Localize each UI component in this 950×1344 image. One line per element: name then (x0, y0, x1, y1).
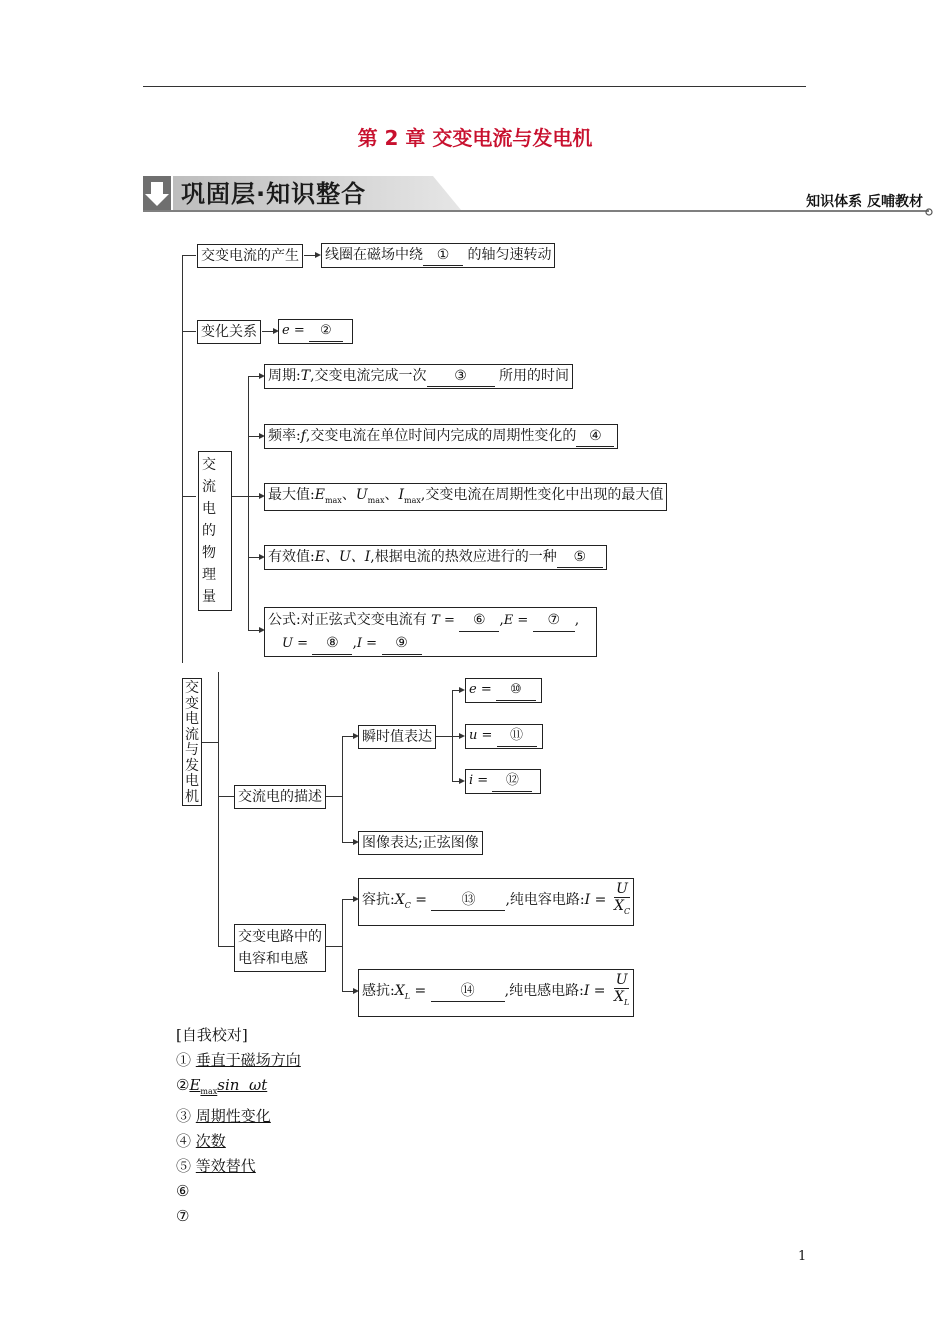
frac-den (614, 898, 630, 920)
node-instant-e (465, 678, 542, 703)
trunk-line (182, 255, 183, 663)
cap-fraction (614, 881, 630, 920)
period-label: 周期: (268, 368, 301, 384)
check-num: ⑥ (176, 1182, 190, 1200)
branch-line (326, 796, 342, 797)
check-num: ⑤ (176, 1157, 192, 1175)
node-capacitive: 容抗$:X_C$ = ⑬ ,纯电容电路:I = $\frac{U}{X_C}$ (358, 878, 634, 926)
ind-fraction (614, 972, 629, 1011)
node-instant-u (465, 724, 543, 749)
max-post: ,交变电流在周期性变化中出现的最大值 (420, 487, 664, 503)
max-sep: 、 (341, 487, 356, 503)
trunk-line (218, 672, 219, 946)
check-item-4 (176, 1129, 301, 1154)
cap-i: I = (584, 892, 607, 908)
freq-mid: ,交变电流在单位时间内完成的周期性变化的 (305, 428, 577, 444)
check-answer: 垂直于磁场方向 (195, 1051, 301, 1069)
formula-label: 公式:对正弦式交变电流有 (268, 612, 427, 628)
blank-10: ⑩ (496, 680, 536, 701)
check-item-5 (176, 1154, 301, 1179)
page-number: 1 (798, 1249, 807, 1264)
blank-14: ⑭ (431, 981, 505, 1002)
node-generation: 交变电流的产生 (197, 244, 303, 268)
period-post: 所用的时间 (498, 368, 569, 384)
check-num: ③ (176, 1107, 192, 1125)
check-num: ① (176, 1051, 192, 1069)
eff-vars: E、U、I (314, 549, 371, 565)
max-sub: max (367, 495, 385, 505)
node-instant: 瞬时值表达 (358, 725, 436, 749)
banner-heading: 巩固层·知识整合 (181, 180, 367, 208)
blank-7: ⑦ (533, 609, 575, 632)
node-effective (264, 545, 607, 570)
check-num: ⑦ (176, 1207, 190, 1225)
arrow-line (434, 736, 452, 737)
node-relation-expr (278, 319, 353, 344)
blank-11: ⑪ (497, 726, 537, 747)
blank-1: ① (423, 245, 463, 266)
node-root: 交变电流与发电机 (182, 678, 202, 806)
cap-post: ,纯电容电路: (505, 892, 585, 908)
max-e: E (314, 487, 325, 503)
check-item-1 (176, 1048, 301, 1073)
branch-line (218, 796, 234, 797)
check-answer: E (189, 1076, 201, 1094)
blank-6: ⑥ (459, 609, 499, 632)
node-generation-desc (321, 243, 555, 268)
inst-i: i = (469, 773, 489, 788)
check-answer-sub: max (200, 1087, 218, 1096)
banner-right: 知识体系 反哺教材 (806, 194, 923, 210)
blank-13: ⑬ (431, 890, 505, 911)
branch-line (326, 946, 342, 947)
blank-12: ⑫ (492, 771, 532, 792)
max-u: U (355, 487, 368, 503)
frac-num: U (615, 972, 628, 988)
eff-mid: ,根据电流的热效应进行的一种 (370, 549, 557, 565)
freq-var: f (300, 428, 306, 444)
check-item-7 (176, 1204, 301, 1229)
branch-line (201, 742, 218, 743)
check-item-6 (176, 1179, 301, 1204)
frac-den-var: X (614, 989, 624, 1005)
node-circuit: 交变电路中的电容和电感 (234, 924, 326, 972)
node-physical: 交流电的物理量 (198, 451, 232, 611)
node-inductive: 感抗$:X_L$ = ⑭ ,纯电感电路:I = $\frac{U}{X_L}$ (358, 969, 634, 1017)
formula-t: T = (431, 613, 455, 628)
blank-9: ⑨ (382, 632, 422, 655)
ind-post: ,纯电感电路: (504, 983, 584, 999)
bracket-line (342, 899, 343, 991)
node-relation: 变化关系 (197, 320, 261, 344)
check-item-2 (176, 1073, 301, 1104)
check-num: ④ (176, 1132, 192, 1150)
formula-u: U = (282, 636, 308, 651)
bracket-line (342, 736, 343, 842)
formula-line-1: 公式:对正弦式交变电流有 T = ⑥ ,E = ⑦ , (268, 609, 593, 632)
cap-label: 容抗: (362, 892, 395, 908)
period-mid: ,交变电流完成一次 (310, 368, 427, 384)
check-answer: 周期性变化 (195, 1107, 271, 1125)
node-frequency (264, 424, 618, 449)
bracket-line (248, 376, 249, 630)
frac-den-sub: C (623, 906, 631, 916)
frac-den-sub: L (623, 997, 630, 1007)
check-answer: 次数 (195, 1132, 226, 1150)
max-label: 最大值: (268, 487, 315, 503)
ind-label: 感抗: (362, 983, 395, 999)
ind-var: X (394, 983, 405, 999)
relation-expr: e = (282, 323, 305, 338)
node-description: 交流电的描述 (234, 785, 326, 809)
blank-2: ② (309, 321, 343, 342)
check-item-3 (176, 1104, 301, 1129)
inst-u: u = (469, 728, 493, 743)
blank-8: ⑧ (312, 632, 352, 655)
period-var: T (300, 368, 311, 384)
generation-desc-post: 的轴匀速转动 (467, 247, 552, 263)
ind-sub: L (404, 991, 410, 1001)
branch-line (218, 946, 234, 947)
inst-e: e = (469, 682, 492, 697)
formula-i: I = (356, 636, 378, 651)
branch-line (232, 496, 248, 497)
node-max (264, 483, 667, 511)
check-num: ② (176, 1076, 190, 1094)
branch-line (182, 331, 196, 332)
frac-num: U (614, 881, 630, 898)
self-check (176, 1023, 301, 1229)
eff-label: 有效值: (268, 549, 315, 565)
max-i: I (398, 487, 405, 503)
self-check-heading: [自我校对] (176, 1026, 248, 1044)
check-answer-rest: sin ωt (217, 1076, 268, 1094)
generation-desc-pre: 线圈在磁场中绕 (325, 247, 423, 263)
blank-3: ③ (427, 366, 495, 387)
check-answer: 等效替代 (195, 1157, 256, 1175)
formula-e: E = (503, 613, 529, 628)
max-sub: max (404, 495, 421, 505)
section-banner (143, 172, 933, 216)
frac-den (614, 989, 629, 1011)
blank-4: ④ (576, 426, 614, 447)
max-sep: 、 (384, 487, 399, 503)
max-sub: max (324, 495, 342, 505)
ind-i: I = (583, 983, 606, 999)
branch-line (182, 496, 196, 497)
node-graph: 图像表达;正弦图像 (358, 831, 483, 855)
blank-5: ⑤ (557, 547, 603, 568)
node-formula (264, 607, 597, 657)
cap-var: X (394, 892, 405, 908)
chapter-title: 第 2 章 交变电流与发电机 (357, 126, 593, 150)
header-rule (143, 86, 806, 87)
cap-sub: C (404, 900, 411, 910)
node-instant-i (465, 769, 541, 794)
node-period (264, 364, 573, 389)
formula-line-2: U = ⑧ ,I = ⑨ (268, 632, 593, 655)
freq-label: 频率: (268, 428, 301, 444)
frac-den-var: X (614, 898, 624, 914)
branch-line (182, 255, 196, 256)
